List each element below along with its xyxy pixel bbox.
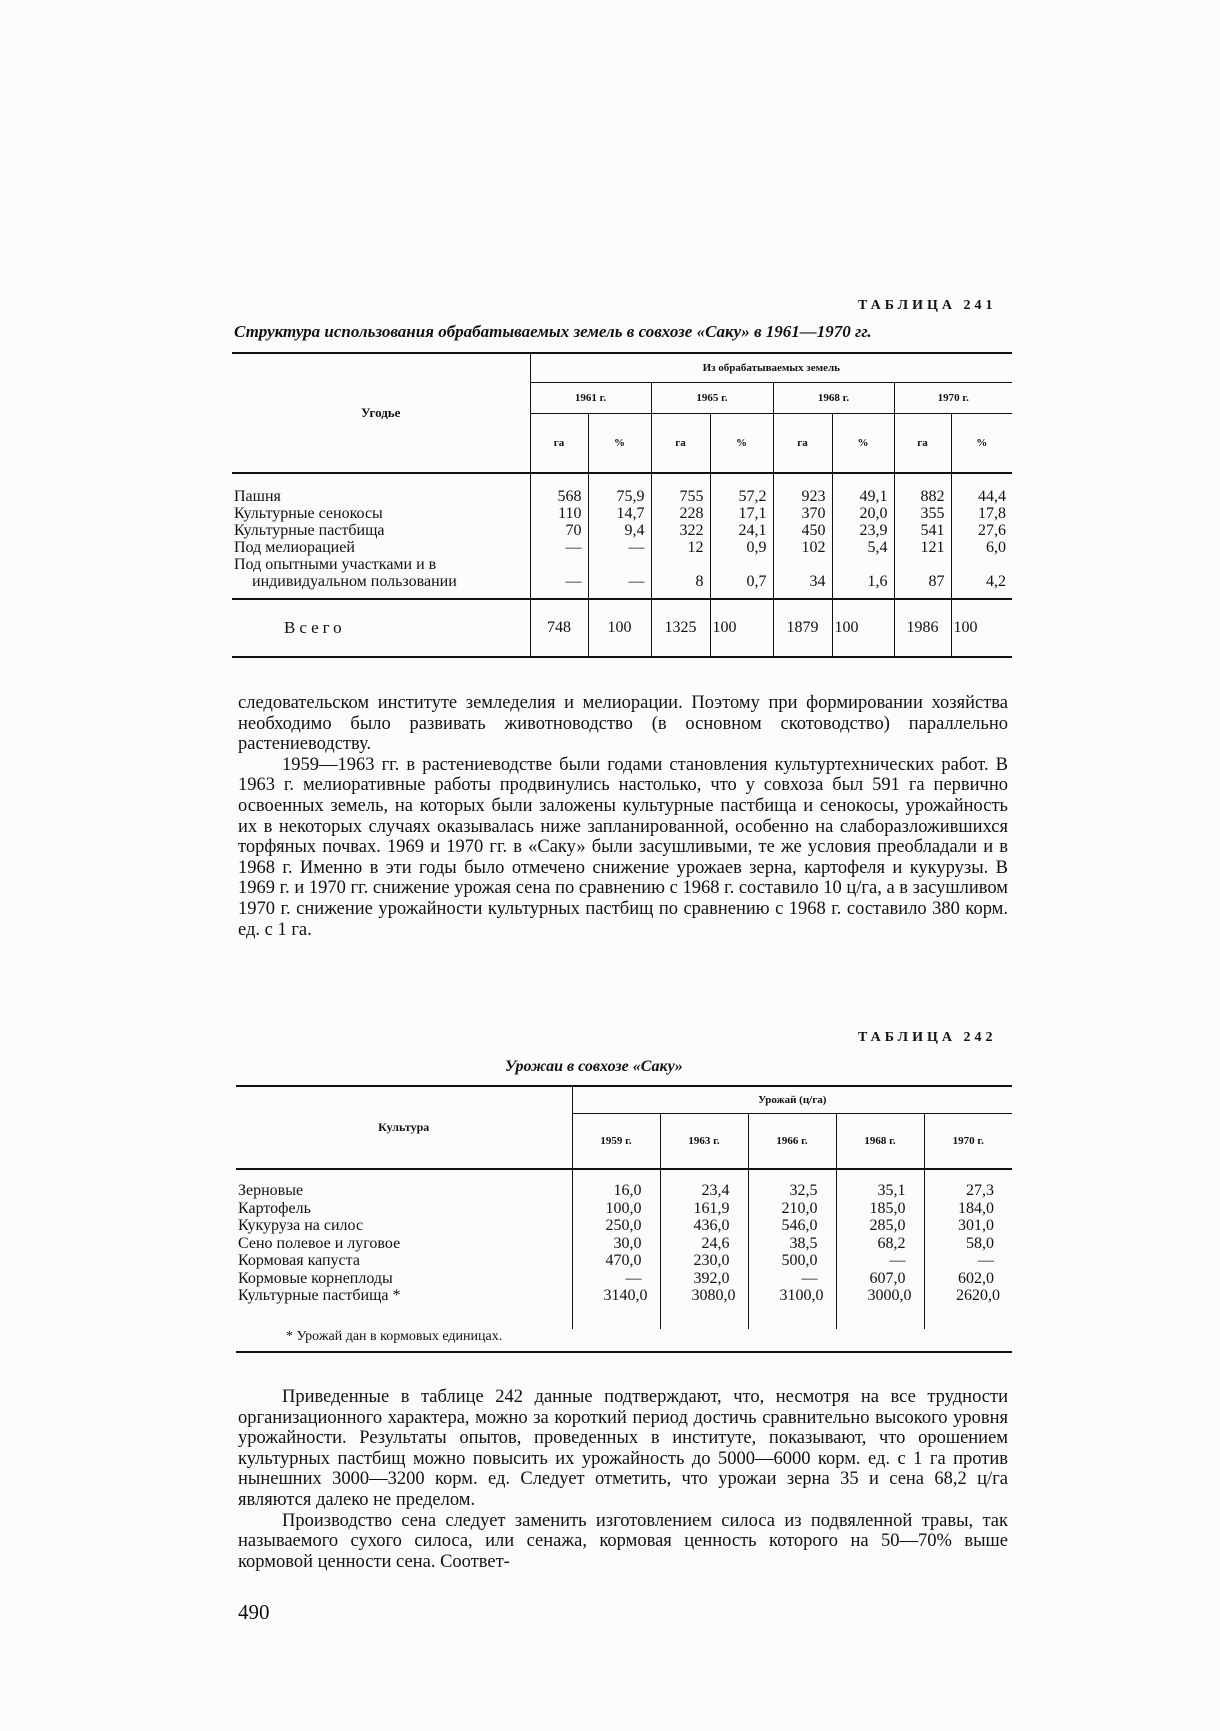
body-text-2: Приведенные в таблице 242 данные подтверждают, что, несмотря на все трудности организационного характера, можно за короткий период достичь сравнительно высокого уровня урожайности. Результаты опытов, проведенных в институте, показывают, что орошением культурных пастбищ можно повысить их урожайность до 5000—6000 корм. ед. с 1 га против нынешних 3000—3200 корм. ед. Следует отметить, что урожаи зерна 35 и сена 68,2 ц/га являются далеко не пределом. Производство сена следует заменить изготовлением силоса из подвяленной травы, так называемого сухого силоса, или сенажа, кормовая ценность которого на 50—70% выше кормовой ценности сена. Соответ- [238,1387,1008,1572]
table-242-footnote: * Урожай дан в кормовых единицах. [286,1328,503,1344]
unit-ha: га [894,414,951,474]
table-row: Кормовые корнеплоды — 392,0 — 607,0 602,0 [236,1270,1012,1288]
page-number: 490 [238,1600,270,1624]
year-header: 1961 г. [530,383,651,414]
unit-ha: га [651,414,710,474]
year-header: 1968 г. [836,1114,924,1170]
unit-pct: % [588,414,651,474]
table-row: Кукуруза на силос 250,0 436,0 546,0 285,0 301,0 [236,1217,1012,1235]
unit-ha: га [773,414,832,474]
stub-header: Культура [378,1120,430,1134]
table-241-caption: Структура использования обрабатываемых земель в совхозе «Саку» в 1961—1970 гг. [234,322,872,341]
unit-pct: % [951,414,1012,474]
year-header: 1966 г. [748,1114,836,1170]
unit-pct: % [710,414,773,474]
unit-ha: га [530,414,588,474]
year-header: 1970 г. [924,1114,1012,1170]
table-row: Картофель 100,0 161,9 210,0 185,0 184,0 [236,1200,1012,1218]
table-row: Зерновые 16,0 23,4 32,5 35,1 27,3 [236,1182,1012,1200]
table-row: Под мелиорацией — — 12 0,9 102 5,4 121 6,0 [232,539,1012,556]
body-text-1: следовательском институте земледелия и мелиорации. Поэтому при формировании хозяйства необходимо было развивать животноводство (в основном скотоводство) параллельно растениеводству. 1959—1963 гг. в растениеводстве были годами становления культуртехнических работ. В 1963 г. мелиоративные работы продвинулись настолько, что у совхоза был 591 га первично освоенных земель, на которых были заложены культурные пастбища и сенокосы, урожайность их в некоторых случаях оказывалась ниже запланированной, особенно на слаборазложившихся торфяных почвах. 1969 и 1970 гг. в «Саку» были засушливыми, те же условия преобладали и в 1968 г. Именно в эти годы было отмечено снижение урожаев зерна, картофеля и кукурузы. В 1969 г. и 1970 гг. снижение урожая сена по сравнению с 1968 г. составило 10 ц/га, а в засушливом 1970 г. снижение урожайности культурных пастбищ по сравнению с 1968 г. составило 380 корм. ед. с 1 га. [238,693,1008,940]
table-row: Под опытными участками и в индивидуальном пользовании — — 8 0,7 34 1,6 87 4,2 [232,556,1012,599]
table-row: Кормовая капуста 470,0 230,0 500,0 — — [236,1252,1012,1270]
table-row: Пашня 568 75,9 755 57,2 923 49,1 882 44,4 [232,488,1012,505]
table-row: Сено полевое и луговое 30,0 24,6 38,5 68,2 58,0 [236,1235,1012,1253]
table-241-label: ТАБЛИЦА 241 [858,298,997,313]
year-header: 1959 г. [572,1114,660,1170]
table-row: Культурные сенокосы 110 14,7 228 17,1 370 20,0 355 17,8 [232,505,1012,522]
table-total-row: Всего 748 100 1325 100 1879 100 1986 100 [232,599,1012,657]
table-242-label: ТАБЛИЦА 242 [858,1030,997,1045]
unit-pct: % [832,414,894,474]
group-header: Урожай (ц/га) [572,1086,1012,1114]
year-header: 1970 г. [894,383,1012,414]
group-header: Из обрабатываемых земель [530,353,1012,383]
table-241 [232,352,1012,658]
stub-header: Угодье [361,405,401,420]
table-row: Культурные пастбища 70 9,4 322 24,1 450 23,9 541 27,6 [232,522,1012,539]
table-row: Культурные пастбища * 3140,0 3080,0 3100,0 3000,0 2620,0 [236,1287,1012,1305]
table-242 [236,1085,1012,1353]
year-header: 1968 г. [773,383,894,414]
year-header: 1963 г. [660,1114,748,1170]
year-header: 1965 г. [651,383,773,414]
table-242-caption: Урожаи в совхозе «Саку» [505,1058,683,1075]
